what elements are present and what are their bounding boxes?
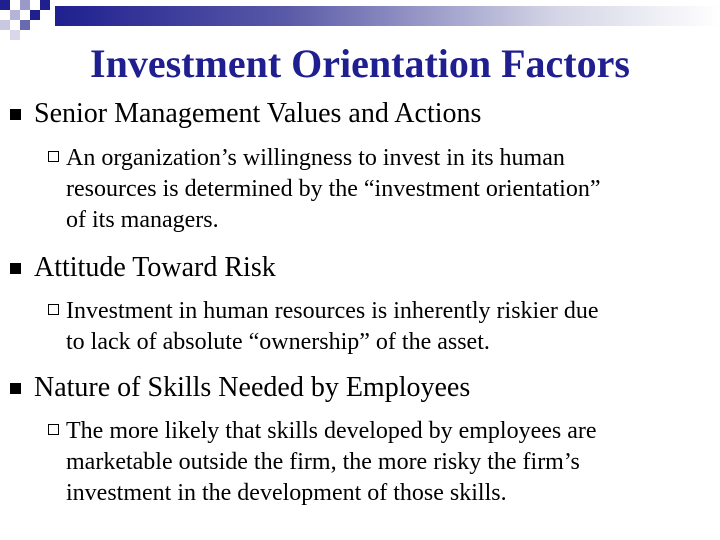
sub-bullet-line: An organization’s willingness to invest in its human (66, 145, 565, 171)
hollow-square-bullet-icon (48, 151, 59, 162)
square-bullet-icon (10, 109, 21, 120)
sub-bullet-line: The more likely that skills developed by employees are (66, 418, 597, 444)
bullet-heading: Nature of Skills Needed by Employees (34, 372, 471, 403)
bullet-heading: Attitude Toward Risk (34, 252, 276, 283)
sub-bullet-line: of its managers. (66, 207, 219, 233)
sub-bullet-attitude-risk (46, 296, 696, 358)
sub-bullet-line: investment in the development of those skills. (66, 480, 507, 506)
sub-bullet-line: Investment in human resources is inherently riskier due (66, 298, 599, 324)
sub-bullet-line: to lack of absolute “ownership” of the asset. (66, 329, 490, 355)
square-bullet-icon (10, 263, 21, 274)
sub-bullet-line: marketable outside the firm, the more risky the firm’s (66, 449, 580, 475)
header-gradient-bar (55, 6, 720, 26)
hollow-square-bullet-icon (48, 304, 59, 315)
sub-bullet-nature-of-skills (46, 416, 696, 509)
sub-bullet-senior-management (46, 143, 696, 236)
corner-checker-pattern (0, 0, 60, 40)
square-bullet-icon (10, 383, 21, 394)
sub-bullet-line: resources is determined by the “investment orientation” (66, 176, 601, 202)
hollow-square-bullet-icon (48, 424, 59, 435)
bullet-heading: Senior Management Values and Actions (34, 98, 482, 129)
slide-title: Investment Orientation Factors (90, 41, 630, 86)
